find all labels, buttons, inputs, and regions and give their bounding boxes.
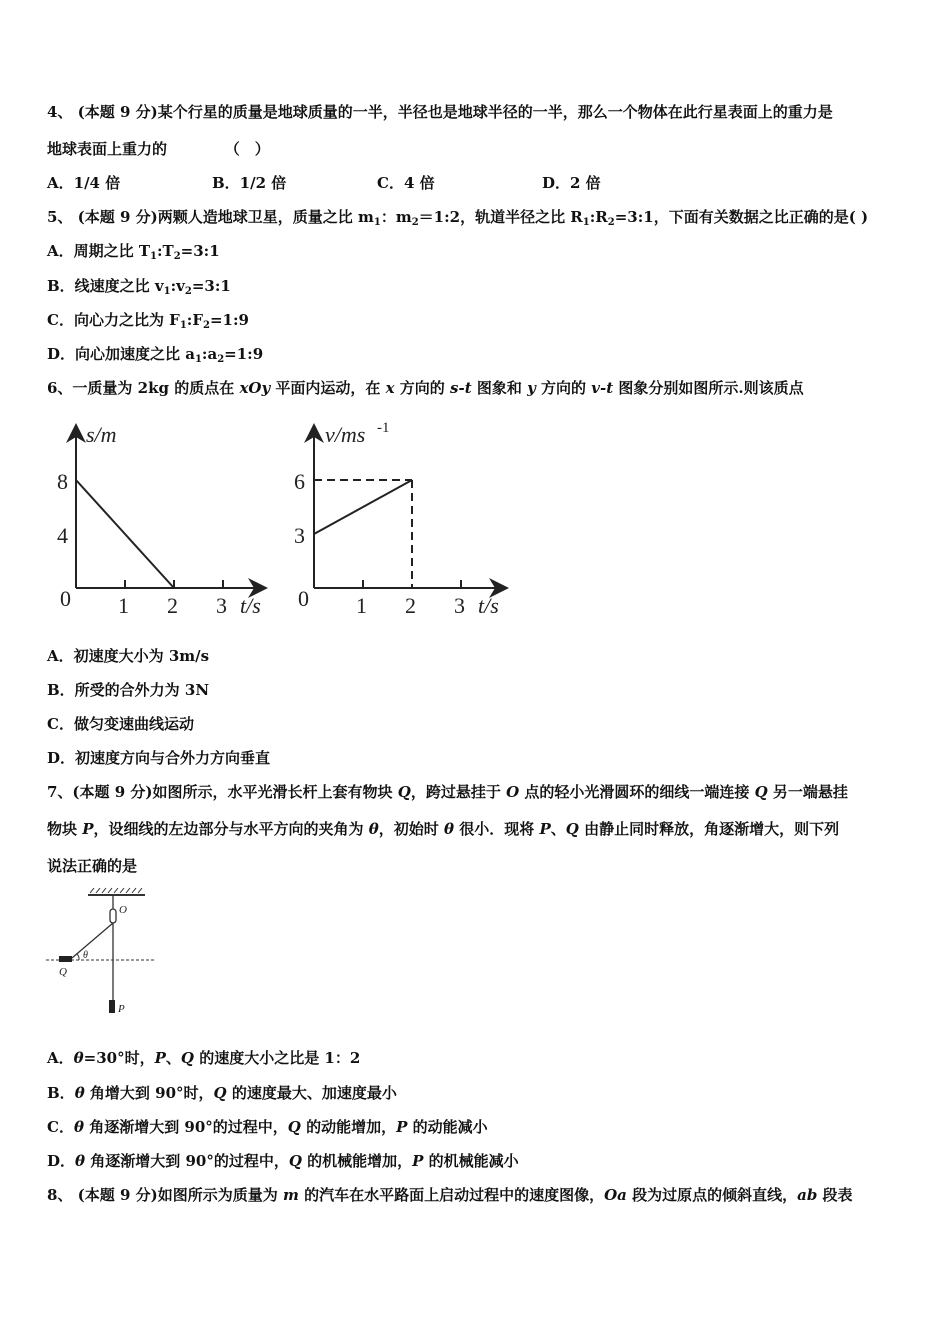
text-segment: Oa — [604, 1186, 627, 1204]
text-segment: A． — [47, 1049, 74, 1067]
text-segment: x — [385, 379, 395, 397]
x-label: t/s — [478, 593, 499, 618]
text-segment: P — [154, 1049, 166, 1067]
text-segment: ：m — [380, 208, 412, 226]
x-label: t/s — [240, 593, 261, 618]
text-segment: 由静止同时释放，角逐渐增大，则下列 — [578, 820, 840, 838]
text-segment: 的动能增加， — [300, 1118, 397, 1136]
text-segment: Q — [213, 1084, 227, 1102]
text-segment: 8、 (本题 9 分)如图所示为质量为 — [47, 1186, 283, 1204]
q7-pulley-diagram — [46, 888, 156, 1015]
text-segment: B．线速度之比 v — [47, 277, 164, 295]
text-segment: A．初速度大小为 3m/s — [47, 647, 210, 665]
text-segment: 2 — [607, 217, 615, 228]
text-segment: 的机械能增加， — [301, 1152, 413, 1170]
text-segment: C． — [47, 1118, 74, 1136]
text-segment: 1 — [582, 217, 590, 228]
text-segment: 方向的 — [394, 379, 451, 397]
text-segment: O — [506, 783, 520, 801]
y-tick: 6 — [294, 469, 305, 494]
q4-option-d: D．2 倍 — [542, 174, 601, 192]
label-q: Q — [59, 966, 67, 978]
text-segment: P — [539, 820, 551, 838]
text-segment: =1:9 — [209, 311, 249, 329]
text-segment: 、 — [165, 1049, 181, 1067]
text-segment: 物块 — [47, 820, 83, 838]
text-segment: 的速度最大、加速度最小 — [226, 1084, 397, 1102]
text-segment: 段表 — [817, 1186, 853, 1204]
ring-o — [110, 909, 116, 923]
v-t-chart — [294, 420, 505, 618]
y-label-sup: -1 — [377, 420, 390, 436]
text-segment: m — [282, 1186, 299, 1204]
y-label: v/ms — [325, 422, 366, 447]
text-segment: Q — [288, 1152, 302, 1170]
text-segment: 地球表面上重力的 （ ） — [47, 140, 270, 158]
text-segment: :F — [186, 311, 203, 329]
text-segment: s-t — [450, 379, 472, 397]
text-segment: 很小．现将 — [454, 820, 540, 838]
text-segment: :v — [170, 277, 185, 295]
text-segment: 1 — [194, 354, 202, 365]
text-segment: θ — [444, 820, 455, 838]
text-segment: Q — [287, 1118, 301, 1136]
label-theta: θ — [83, 950, 88, 961]
string — [72, 923, 113, 958]
text-segment: :T — [157, 242, 174, 260]
text-segment: θ — [73, 1118, 84, 1136]
y-label: s/m — [86, 422, 117, 447]
block-p — [109, 1000, 115, 1013]
text-segment: Q — [754, 783, 768, 801]
label-o: O — [119, 904, 127, 916]
text-segment: 4、 (本题 9 分)某个行星的质量是地球质量的一半，半径也是地球半径的一半，那么一个物体在此行星表面上的重力是 — [47, 103, 833, 121]
text-segment: 2 — [173, 251, 181, 262]
text-segment: 的汽车在水平路面上启动过程中的速度图像， — [298, 1186, 605, 1204]
ceiling-hatch — [90, 888, 142, 893]
text-segment: θ — [368, 820, 379, 838]
text-segment: :R — [589, 208, 608, 226]
x-tick: 1 — [356, 593, 367, 618]
text-segment: θ — [73, 1049, 84, 1067]
text-segment: 7、(本题 9 分)如图所示，水平光滑长杆上套有物块 — [47, 783, 398, 801]
text-segment: 、 — [550, 820, 566, 838]
text-segment: P — [82, 820, 94, 838]
text-segment: 角逐渐增大到 90°的过程中， — [83, 1118, 288, 1136]
text-segment: ，跨过悬挂于 — [410, 783, 507, 801]
text-segment: 的动能减小 — [407, 1118, 488, 1136]
label-p: P — [118, 1003, 125, 1015]
text-segment: y — [527, 379, 536, 397]
text-segment: Q — [565, 820, 579, 838]
text-segment: 的机械能减小 — [423, 1152, 519, 1170]
text-segment: 图象分别如图所示.则该质点 — [613, 379, 804, 397]
text-segment: 1 — [150, 251, 157, 262]
text-segment: :a — [201, 345, 218, 363]
text-segment: P — [396, 1118, 408, 1136]
v-t-line — [314, 480, 412, 534]
text-segment: 点的轻小光滑圆环的细线一端连接 — [519, 783, 755, 801]
s-t-chart — [57, 422, 264, 618]
text-segment: =30°时， — [83, 1049, 155, 1067]
x-tick: 2 — [405, 593, 416, 618]
y-tick: 8 — [57, 469, 68, 494]
text-segment: 角增大到 90°时， — [84, 1084, 214, 1102]
text-segment: Q — [397, 783, 411, 801]
origin-label: 0 — [60, 586, 71, 611]
text-segment: C．做匀变速曲线运动 — [47, 715, 194, 733]
origin-label: 0 — [298, 586, 309, 611]
text-segment: 方向的 — [535, 379, 592, 397]
q4-option-b: B．1/2 倍 — [212, 174, 287, 192]
text-segment: 2 — [217, 354, 225, 365]
text-segment: ＝1:2，轨道半径之比 R — [418, 208, 583, 226]
text-segment: B． — [47, 1084, 75, 1102]
text-segment: θ — [75, 1152, 86, 1170]
text-segment: D．向心加速度之比 a — [47, 345, 195, 363]
text-segment: Q — [180, 1049, 194, 1067]
x-tick: 3 — [454, 593, 465, 618]
text-segment: D． — [47, 1152, 76, 1170]
text-segment: 2 — [411, 217, 419, 228]
text-segment: C．向心力之比为 F — [47, 311, 180, 329]
s-t-line — [76, 480, 174, 588]
y-tick: 3 — [294, 523, 305, 548]
text-segment: 角逐渐增大到 90°的过程中， — [85, 1152, 289, 1170]
text-segment: 2 — [202, 320, 210, 331]
text-segment: B．所受的合外力为 3N — [47, 681, 210, 699]
q4-option-a: A．1/4 倍 — [47, 174, 121, 192]
text-segment: ab — [797, 1186, 818, 1204]
text-segment: xOy — [239, 379, 271, 397]
text-segment: 的速度大小之比是 1：2 — [193, 1049, 361, 1067]
text-segment: 1 — [373, 217, 381, 228]
text-segment: 2 — [184, 286, 192, 297]
text-segment: 图象和 — [471, 379, 528, 397]
text-segment: 平面内运动，在 — [270, 379, 386, 397]
text-segment: ，设细线的左边部分与水平方向的夹角为 — [93, 820, 369, 838]
text-segment: ，初始时 — [378, 820, 444, 838]
text-segment: 1 — [163, 286, 171, 297]
x-tick: 2 — [167, 593, 178, 618]
text-segment: 1 — [179, 320, 187, 331]
text-segment: =1:9 — [224, 345, 264, 363]
text-segment: 说法正确的是 — [47, 857, 138, 875]
text-segment: v-t — [591, 379, 614, 397]
text-segment: 另一端悬挂 — [767, 783, 848, 801]
text-segment: 6、一质量为 2kg 的质点在 — [47, 379, 240, 397]
text-segment: 段为过原点的倾斜直线， — [626, 1186, 798, 1204]
text-segment: =3:1 — [191, 277, 231, 295]
text-segment: P — [412, 1152, 424, 1170]
text-segment: θ — [74, 1084, 85, 1102]
y-tick: 4 — [57, 523, 68, 548]
text-segment: =3:1，下面有关数据之比正确的是( ) — [614, 208, 869, 226]
x-tick: 3 — [216, 593, 227, 618]
text-segment: A．周期之比 T — [47, 242, 151, 260]
block-q — [59, 956, 72, 962]
text-segment: =3:1 — [180, 242, 220, 260]
text-segment: D．初速度方向与合外力方向垂直 — [47, 749, 271, 767]
text-segment: 5、 (本题 9 分)两颗人造地球卫星，质量之比 m — [47, 208, 374, 226]
x-tick: 1 — [118, 593, 129, 618]
q4-option-c: C．4 倍 — [377, 174, 435, 192]
